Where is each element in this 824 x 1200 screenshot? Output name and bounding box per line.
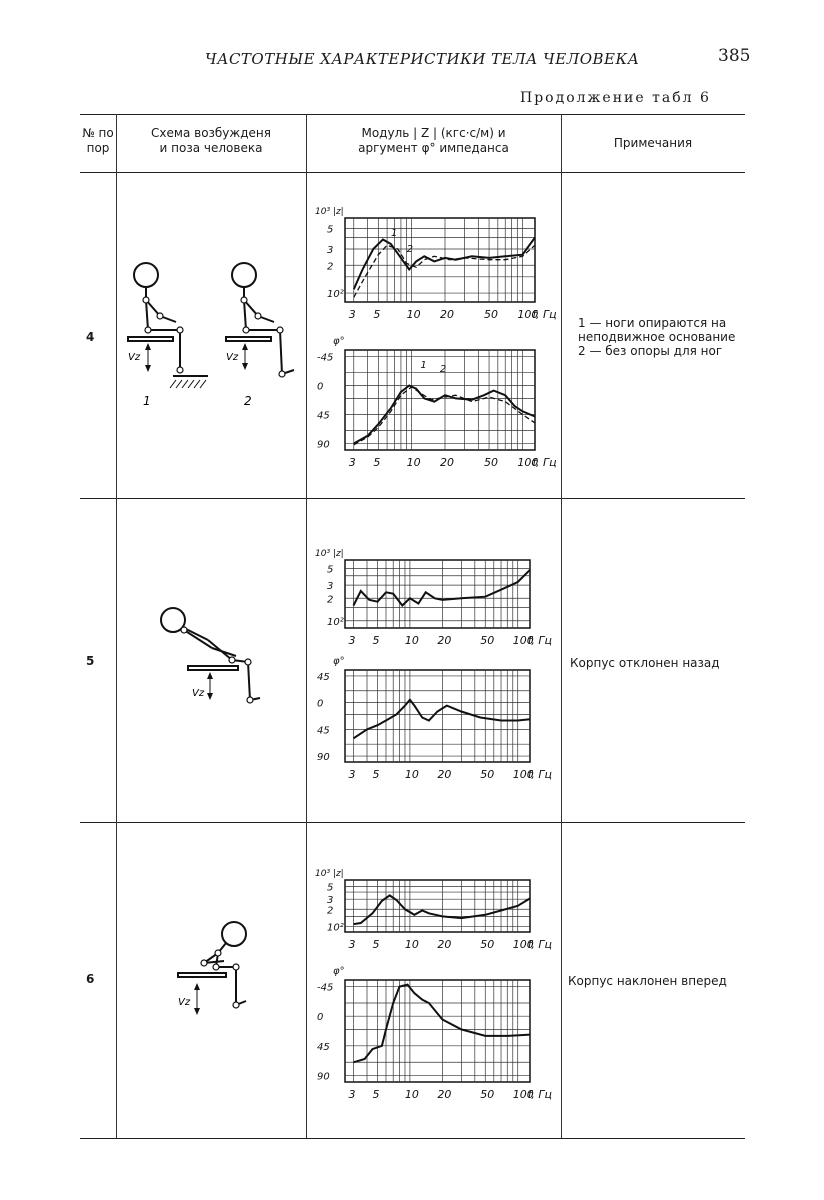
curve [354,570,531,606]
x-tick-label: 50 [484,456,499,469]
x-tick-label: 5 [372,1088,380,1101]
plot-frame [345,670,530,762]
curve-label: 1 [390,228,398,239]
y-tick-label: 3 [327,245,334,257]
plot-frame [345,880,530,932]
row-note: Корпус наклонен вперед [568,974,727,988]
row-number: 4 [86,330,95,344]
x-tick-label: 10 [404,634,419,647]
x-tick-label: 100 [517,308,539,321]
y-tick-label: 2 [327,905,334,917]
x-axis-unit: f, Гц [527,634,553,647]
figure-label: 1 [143,394,151,408]
x-axis-unit: f, Гц [527,938,553,951]
axis-title: φ° [333,966,345,977]
x-tick-label: 5 [372,634,380,647]
column-header-number: № по пор [82,126,114,155]
x-tick-label: 3 [348,768,356,781]
axis-title: 10³ |z| [315,549,344,559]
y-tick-label: 45 [317,410,330,422]
y-tick-label: 10² [327,616,344,628]
y-tick-label: 90 [317,1071,330,1083]
table-continuation-label: Продолжение табл 6 [520,90,711,106]
x-tick-label: 5 [373,456,381,469]
x-tick-label: 50 [480,768,495,781]
y-tick-label: 0 [317,381,324,393]
x-tick-label: 50 [484,308,499,321]
y-tick-label: 5 [327,882,334,894]
row-note: 1 — ноги опираются на неподвижное основание 2 — без опоры для ног [578,316,736,358]
x-tick-label: 10 [406,456,421,469]
plot-frame [345,980,530,1082]
x-tick-label: 100 [517,456,539,469]
x-tick-label: 50 [480,1088,495,1101]
row-number: 6 [86,972,95,986]
x-tick-label: 50 [480,634,495,647]
x-tick-label: 3 [348,634,356,647]
y-tick-label: 10² [327,922,344,934]
page-number: 385 [718,46,751,66]
row-note: Корпус отклонен назад [570,656,720,670]
curve [354,245,535,297]
y-tick-label: 45 [317,725,330,737]
curve [354,238,535,290]
vz-label: Vz [192,688,205,699]
y-tick-label: 3 [327,581,334,593]
x-tick-label: 3 [348,1088,356,1101]
plot-frame [345,560,530,628]
axis-title: φ° [333,656,345,667]
vz-label: Vz [226,352,239,363]
curve [354,700,531,739]
curve [354,985,531,1063]
y-tick-label: 5 [327,564,334,576]
x-tick-label: 3 [348,456,356,469]
x-tick-label: 5 [373,308,381,321]
x-tick-label: 100 [512,634,534,647]
x-axis-unit: f, Гц [527,768,553,781]
column-header-notes: Примечания [613,136,693,150]
axis-title: φ° [333,336,345,347]
curve-label: 2 [406,244,413,255]
y-tick-label: 45 [317,671,330,683]
x-axis-unit: f, Гц [527,1088,553,1101]
axis-title: 10³ |z| [315,869,344,879]
x-tick-label: 20 [439,308,454,321]
x-tick-label: 10 [406,308,421,321]
vz-label: Vz [178,997,191,1008]
y-tick-label: 5 [327,224,334,236]
y-tick-label: 2 [327,594,334,606]
x-tick-label: 100 [512,1088,534,1101]
y-tick-label: 45 [317,1041,330,1053]
y-tick-label: 90 [317,752,330,764]
curve [354,895,531,924]
x-tick-label: 100 [512,938,534,951]
running-title: ЧАСТОТНЫЕ ХАРАКТЕРИСТИКИ ТЕЛА ЧЕЛОВЕКА [205,50,640,68]
x-tick-label: 3 [348,308,356,321]
x-tick-label: 20 [439,456,454,469]
x-tick-label: 5 [372,768,380,781]
x-tick-label: 20 [437,634,452,647]
x-axis-unit: f, Гц [532,456,557,469]
x-tick-label: 10 [404,1088,419,1101]
y-tick-label: 2 [327,261,334,273]
y-tick-label: 3 [327,895,334,907]
y-tick-label: -45 [317,982,334,994]
curve-label: 1 [420,360,427,371]
row-number: 5 [86,654,95,668]
figure-label: 2 [244,394,252,408]
x-tick-label: 3 [348,938,356,951]
x-tick-label: 100 [512,768,534,781]
vz-label: Vz [128,352,141,363]
y-tick-label: 90 [317,439,330,451]
x-tick-label: 20 [437,768,452,781]
column-header-impedance: Модуль | Z | (кгс·с/м) и аргумент φ° импеданса [358,126,509,155]
x-tick-label: 10 [404,938,419,951]
x-tick-label: 5 [372,938,380,951]
axis-title: 10³ |z| [315,207,344,217]
x-tick-label: 20 [437,938,452,951]
curve-label: 2 [439,364,447,375]
y-tick-label: -45 [317,352,334,364]
y-tick-label: 0 [317,1012,324,1024]
y-tick-label: 0 [317,698,324,710]
y-tick-label: 10² [327,289,344,301]
x-tick-label: 20 [437,1088,452,1101]
x-tick-label: 10 [404,768,419,781]
x-axis-unit: f, Гц [532,308,557,321]
x-tick-label: 50 [480,938,495,951]
column-header-scheme: Схема возбужденя и поза человека [151,126,271,155]
